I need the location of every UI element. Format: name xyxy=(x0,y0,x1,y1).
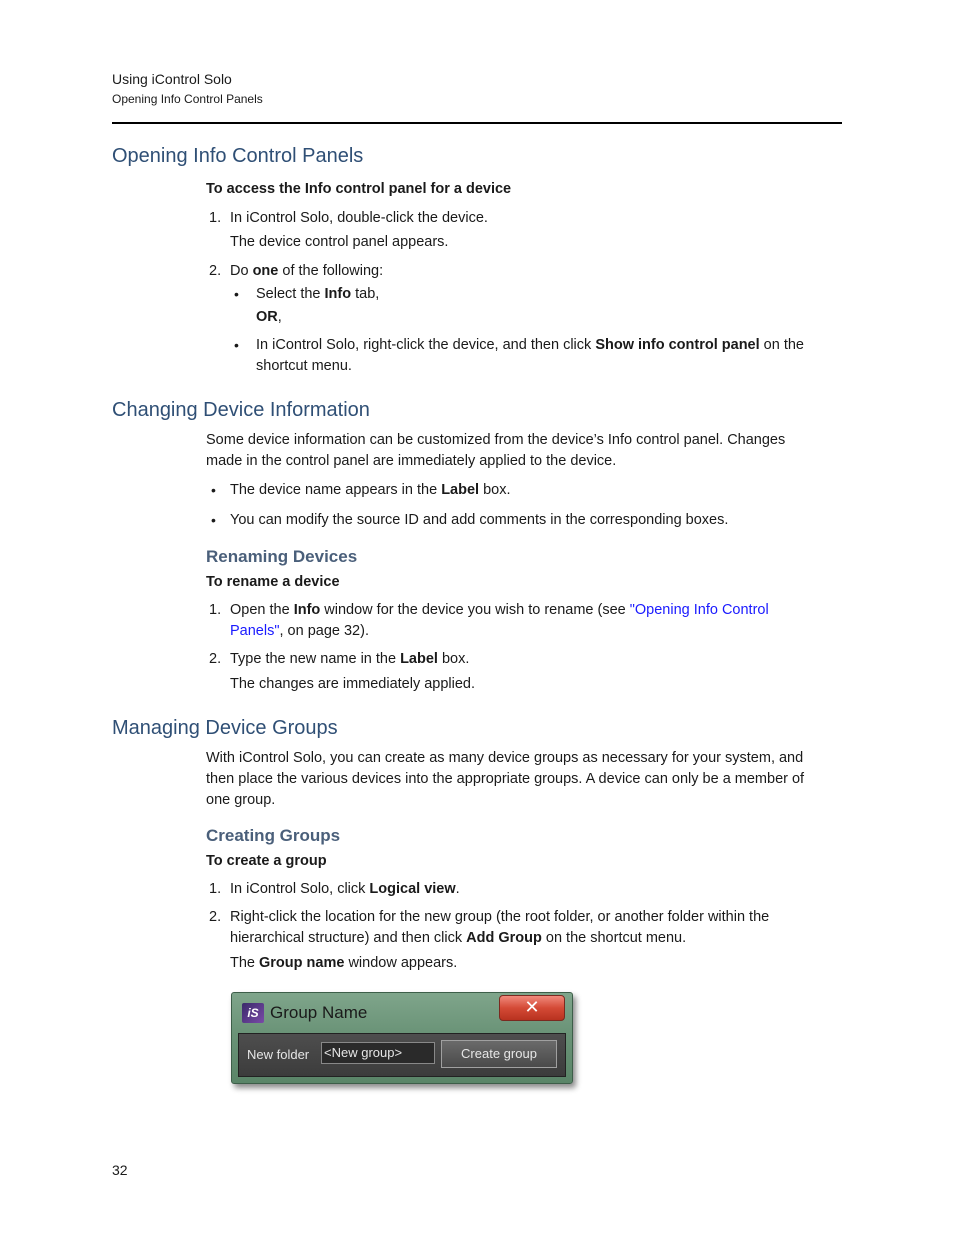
step-number: 2. xyxy=(209,651,222,667)
step-result: The Group name window appears. xyxy=(230,955,458,971)
header-rule xyxy=(112,122,842,124)
bullet-text-or: OR, xyxy=(256,309,282,325)
paragraph: then place the various devices into the appropriate groups. A device can only be a member of xyxy=(206,771,805,787)
app-logo-icon: iS xyxy=(242,1003,264,1023)
step-text: Type the new name in the Label box. xyxy=(230,651,470,667)
step-text: Open the Info window for the device you wish to rename (see "Opening Info Control xyxy=(230,602,769,618)
bullet-text: The device name appears in the Label box. xyxy=(230,482,511,498)
step-result: The changes are immediately applied. xyxy=(230,676,476,692)
section-title-managing-groups: Managing Device Groups xyxy=(112,717,338,739)
procedure-heading-access-info: To access the Info control panel for a device xyxy=(206,181,512,197)
create-group-button[interactable]: Create group xyxy=(441,1040,557,1068)
group-name-dialog xyxy=(231,992,573,1084)
dialog-body xyxy=(238,1033,566,1077)
group-name-input[interactable]: <New group> xyxy=(321,1042,435,1064)
paragraph: one group. xyxy=(206,792,276,808)
step-number: 1. xyxy=(209,602,222,618)
section-title-changing-device-info: Changing Device Information xyxy=(112,399,370,421)
paragraph: made in the control panel are immediately applied to the device. xyxy=(206,453,617,469)
bullet-text-cont: shortcut menu. xyxy=(256,358,352,374)
bullet-text: In iControl Solo, right-click the device, and then click Show info control panel on the xyxy=(256,337,804,353)
running-header-chapter: Using iControl Solo xyxy=(112,71,232,87)
step-number: 2. xyxy=(209,909,222,925)
step-text: In iControl Solo, click Logical view. xyxy=(230,881,460,897)
step-text-cont: hierarchical structure) and then click Add Group on the shortcut menu. xyxy=(230,930,687,946)
dialog-title: Group Name xyxy=(270,1003,368,1022)
step-text: Do one of the following: xyxy=(230,263,384,279)
step-text: In iControl Solo, double-click the device. xyxy=(230,210,488,226)
running-header-section: Opening Info Control Panels xyxy=(112,92,263,106)
page-number: 32 xyxy=(112,1162,128,1178)
step-text: Right-click the location for the new group (the root folder, or another folder within the xyxy=(230,909,770,925)
bullet-marker: • xyxy=(211,482,216,498)
bullet-text: Select the Info tab, xyxy=(256,286,380,302)
bullet-text: You can modify the source ID and add comments in the corresponding boxes. xyxy=(230,512,729,528)
paragraph: With iControl Solo, you can create as many device groups as necessary for your system, and xyxy=(206,750,804,766)
new-folder-label: New folder xyxy=(247,1047,310,1062)
paragraph: Some device information can be customized from the device’s Info control panel. Changes xyxy=(206,432,786,448)
subsection-title-renaming: Renaming Devices xyxy=(206,547,358,566)
procedure-heading-rename: To rename a device xyxy=(206,574,340,590)
procedure-heading-create-group: To create a group xyxy=(206,853,327,869)
close-icon[interactable]: ✕ xyxy=(499,995,565,1021)
section-title-opening-info: Opening Info Control Panels xyxy=(112,145,364,167)
step-number: 1. xyxy=(209,881,222,897)
step-text-cont: Panels", on page 32). xyxy=(230,623,369,639)
step-number: 2. xyxy=(209,263,222,279)
subsection-title-creating-groups: Creating Groups xyxy=(206,826,341,845)
step-number: 1. xyxy=(209,210,222,226)
cross-reference-link-cont[interactable]: Panels" xyxy=(230,623,280,639)
bullet-marker: • xyxy=(234,337,239,353)
bullet-marker: • xyxy=(211,512,216,528)
step-result: The device control panel appears. xyxy=(230,234,449,250)
cross-reference-link[interactable]: "Opening Info Control xyxy=(629,602,769,618)
bullet-marker: • xyxy=(234,286,239,302)
